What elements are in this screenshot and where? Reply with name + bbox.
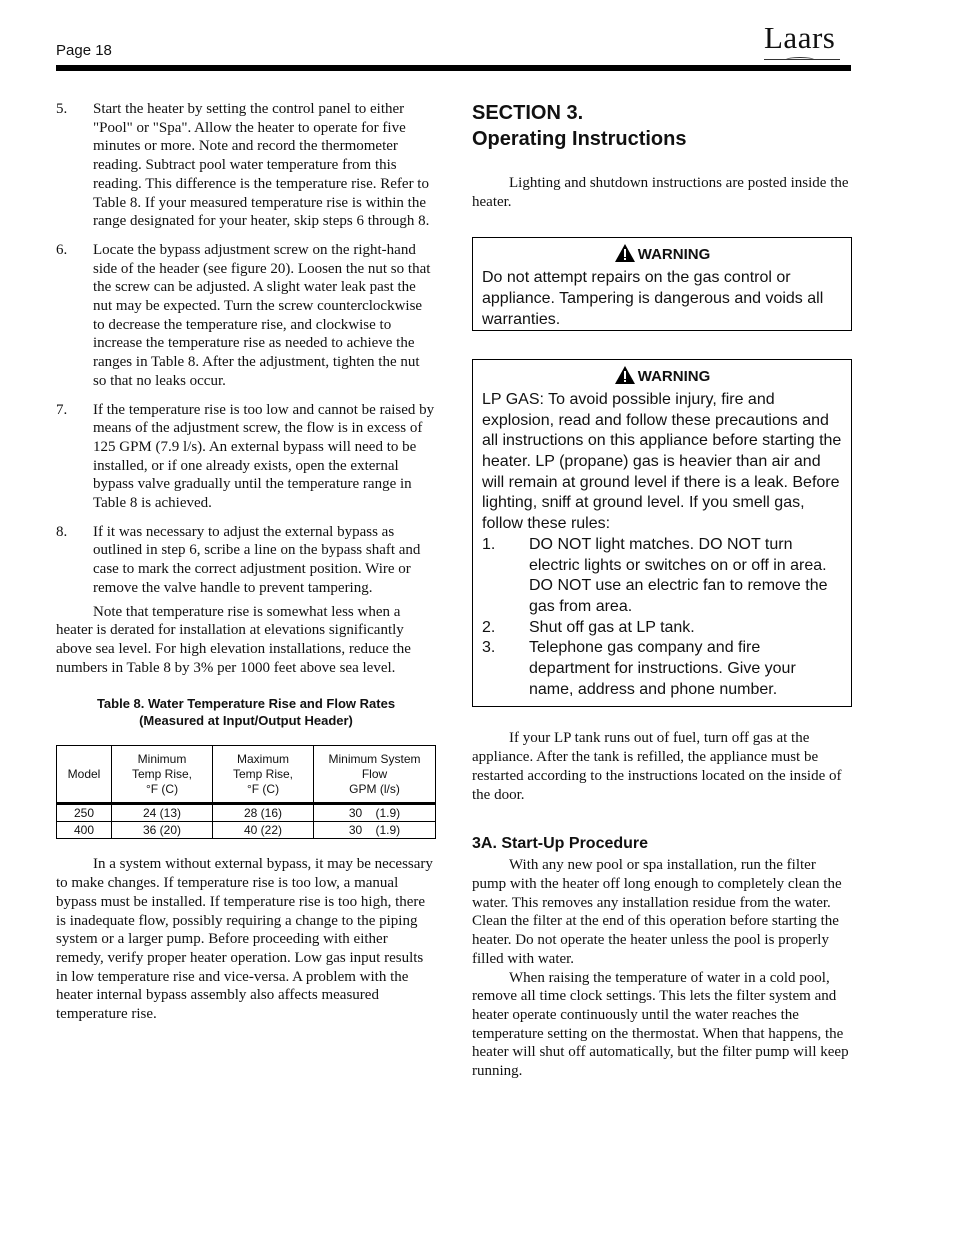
step-text: Locate the bypass adjustment screw on the right-hand side of the header (see figure 20). Loosen the nut so that the screw can be adjusted. A slight water leak past the nut may be expected. Turn the screw counterclockwise to decrease the temperature rise, and clockwise to increase the temperature rise as needed to achieve the ranges in Table 8. After the adjustment, tighten the nut so that no leaks occur. [93,241,431,389]
header-min-temp-rise: Minimum Temp Rise, °F (C) [112,746,213,804]
warning-box-lp-gas [472,359,852,707]
step-text: If it was necessary to adjust the external bypass as outlined in step 6, scribe a line on the bypass shaft and case to mark the correct adjustment position. Wire or remove the valve handle to prevent tampering. [93,523,421,596]
left-column [56,100,436,1024]
step-number: 7. [56,401,68,418]
cell-max-rise: 28 (16) [213,805,314,822]
lp-rule-3 [482,638,842,700]
table-title [56,695,436,729]
logo-text: Laars [764,20,836,55]
warning-box-repairs [472,237,852,331]
warning-triangle-icon [614,365,636,385]
section-number: SECTION 3. [472,102,584,124]
cell-max-rise: 40 (22) [213,822,314,839]
warning-heading [482,365,842,388]
page-number: Page 18 [56,42,112,59]
cell-model: 250 [57,805,112,822]
rule-number: 3. [482,639,496,657]
table-row [57,822,436,839]
header-min-flow: Minimum System Flow GPM (l/s) [314,746,436,804]
rule-text: Shut off gas at LP tank. [529,618,695,636]
section-title [472,100,852,152]
laars-logo [764,22,854,66]
lp-rule-1 [482,535,842,618]
header-model: Model [57,746,112,804]
header-rule [56,65,851,71]
section-name: Operating Instructions [472,128,687,150]
table-row [57,805,436,822]
lp-tank-paragraph: If your LP tank runs out of fuel, turn off gas at the appliance. After the tank is refilled, the appliance must be restarted according to the instructions located on the inside of the door. [472,730,842,803]
rule-text: DO NOT light matches. DO NOT turn electric lights or switches on or off in area. DO NOT use an electric fan to remove the gas from area. [529,535,828,615]
cell-flow: 30 (1.9) [314,822,436,839]
header-max-temp-rise: Maximum Temp Rise, °F (C) [213,746,314,804]
temperature-flow-table [56,745,436,839]
warning-triangle-icon [614,243,636,263]
table-header-row [57,746,436,804]
step-number: 6. [56,241,68,258]
cell-min-rise: 36 (20) [112,822,213,839]
startup-paragraph-1: With any new pool or spa installation, run the filter pump with the heater off long enough to completely clean the water. This removes any installation residue from the water. Clean the filter at the end of this operation before starting the heater. Do not operate the heater unless the pool is properly filled with water. [472,857,842,967]
step-8 [56,523,436,598]
startup-heading: 3A. Start-Up Procedure [472,835,649,853]
intro-paragraph: Lighting and shutdown instructions are posted inside the heater. [472,175,849,210]
warning-text: LP GAS: To avoid possible injury, fire and explosion, read and follow these precautions and all instructions on this appliance before starting the heater. LP (propane) gas is heavier than air and will remain at ground level if there is a leak. Before lighting, sniff at ground level. If you smell gas, follow these rules: [482,390,842,533]
lp-rule-2 [482,618,842,639]
warning-label: WARNING [637,246,711,264]
step-7 [56,401,436,513]
step-number: 5. [56,101,68,117]
warning-heading [482,243,842,266]
rule-number: 1. [482,535,496,553]
logo-swoosh [786,57,814,62]
step-5 [56,100,436,231]
right-column [472,100,852,1081]
cell-min-rise: 24 (13) [112,805,213,822]
step-6 [56,241,436,391]
elevation-note: Note that temperature rise is somewhat less when a heater is derated for installation at elevations significantly above sea level. For high elevation installations, reduce the numbers in Table 8 by 3% per 1000 feet above sea level. [56,603,411,676]
warning-text: Do not attempt repairs on the gas control or appliance. Tampering is dangerous and voids all warranties. [482,269,824,328]
rule-number: 2. [482,618,496,636]
step-number: 8. [56,523,68,540]
table-title-line1: Table 8. Water Temperature Rise and Flow Rates [96,696,396,712]
startup-paragraph-2: When raising the temperature of water in a cold pool, remove all time clock settings. This lets the filter system and heater operate continuously until the water reaches the temperature setting on the thermostat. When that happens, the heater will shut off automatically, but the filter pump will keep running. [472,969,849,1080]
step-text: Start the heater by setting the control panel to either "Pool" or "Spa". Allow the heater to operate for five minutes or more. Note and record the thermometer reading. Subtract pool water temperature from this reading. This difference is the temperature rise. Refer to Table 8. If your measured temperature rise is within the range designated for your heater, skip steps 6 through 8. [93,101,430,230]
warning-label: WARNING [637,368,711,386]
cell-model: 400 [57,822,112,839]
bypass-paragraph: In a system without external bypass, it may be necessary to make changes. If temperature rise is too low, a manual bypass must be installed. If temperature rise is too high, there is inadequate flow, possibly requiring a change to the piping system or a larger pump. Before proceeding with either remedy, verify proper heater operation. Low gas input results in low temperature rise and vice-versa. A problem with the heater internal bypass assembly also affects measured temperature rise. [56,856,433,1023]
step-text: If the temperature rise is too low and cannot be raised by means of the adjustment screw, the flow is in excess of 125 GPM (7.9 l/s). An external bypass will need to be installed, or if one already exists, open the external bypass valve gradually until the temperature range in Table 8 is achieved. [93,401,435,512]
cell-flow: 30 (1.9) [314,805,436,822]
table-title-line2: (Measured at Input/Output Header) [139,713,353,729]
rule-text: Telephone gas company and fire department for instructions. Give your name, address and phone number. [529,639,796,698]
